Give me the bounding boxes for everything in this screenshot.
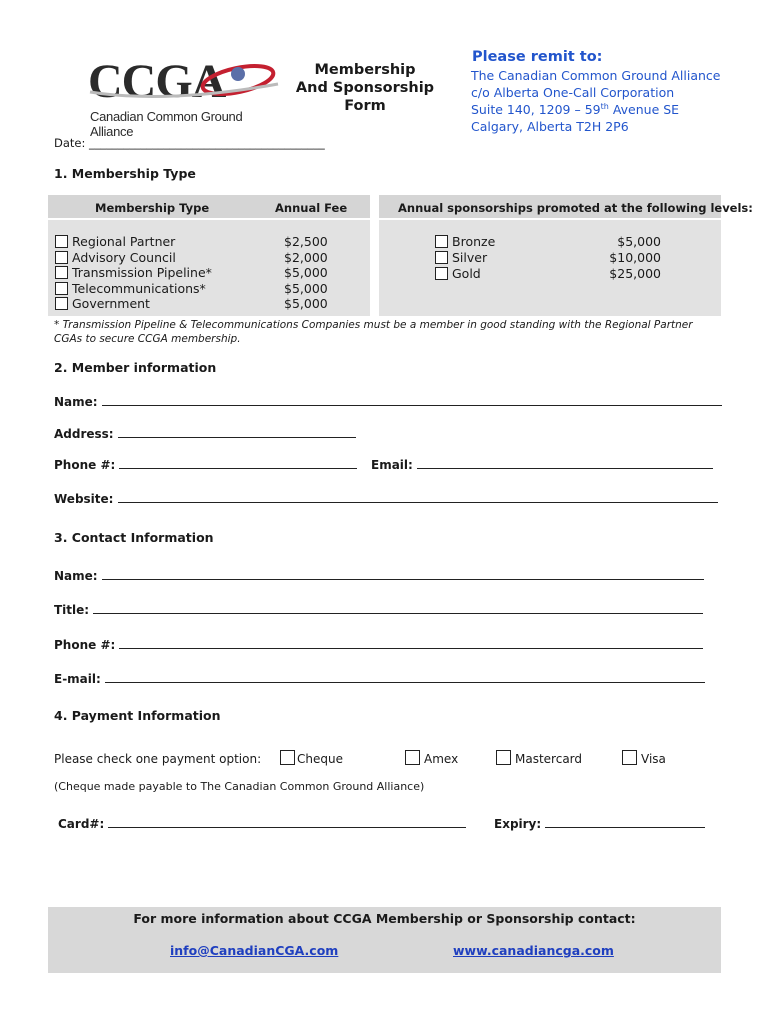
sponsorship-amount: $5,000 [617,234,661,249]
checkbox[interactable] [55,282,68,295]
member-phone-field[interactable] [54,456,357,472]
sponsorship-options [435,234,661,282]
membership-label: Telecommunications* [72,280,206,296]
fill-line[interactable] [105,670,705,683]
sponsorship-label: Silver [452,250,488,265]
section-contact-info-title: 3. Contact Information [54,530,214,545]
member-address-field[interactable] [54,425,356,441]
card-expiry-field[interactable] [494,815,705,831]
divider [379,218,721,220]
remit-avenue: Avenue SE [608,102,680,117]
field-label: Phone #: [54,458,116,472]
checkbox[interactable] [55,235,68,248]
sponsorship-amount: $10,000 [609,250,661,265]
checkbox[interactable] [622,750,637,765]
footer-email-link[interactable]: info@CanadianCGA.com [170,943,339,958]
section-payment-title: 4. Payment Information [54,708,221,723]
field-label: Title: [54,603,90,617]
membership-label: Government [72,296,150,311]
form-title-line: And Sponsorship [295,80,435,96]
col-annual-fee: Annual Fee [275,201,348,215]
card-number-field[interactable] [58,815,466,831]
payment-prompt: Please check one payment option: [54,752,262,766]
remit-line: c/o Alberta One-Call Corporation [471,85,675,100]
col-membership-type: Membership Type [95,201,210,215]
fill-line[interactable] [119,636,703,649]
contact-email-field[interactable] [54,670,705,686]
membership-fee: $5,000 [284,280,328,296]
remit-address [471,67,721,135]
contact-phone-field[interactable] [54,636,703,652]
payment-option-label: Mastercard [515,752,583,766]
member-email-field[interactable] [371,456,713,472]
date-field[interactable]: Date: _________________________________________ [54,136,325,150]
member-website-field[interactable] [54,490,718,506]
fill-line[interactable] [93,601,703,614]
membership-fee: $2,000 [284,249,328,265]
checkbox[interactable] [55,266,68,279]
fill-line[interactable] [102,567,704,580]
footer-text: For more information about CCGA Membership or Sponsorship contact: [133,911,636,926]
membership-fee: $5,000 [284,265,328,280]
field-label: Email: [371,458,413,472]
payment-option-label: Amex [424,752,459,766]
fill-line[interactable] [545,815,705,828]
logo-tagline: Canadian Common Ground Alliance [90,109,243,139]
membership-fee: $5,000 [284,296,328,311]
membership-label: Transmission Pipeline* [72,265,212,280]
divider [48,218,370,220]
checkbox[interactable] [435,235,448,248]
sponsorship-label: Gold [452,266,481,281]
logo-swoosh-icon [88,55,288,108]
sponsorship-option[interactable] [435,250,661,266]
checkbox[interactable] [55,251,68,264]
contact-name-field[interactable] [54,567,704,583]
field-label: Name: [54,395,98,409]
field-label: Phone #: [54,638,116,652]
membership-fee: $2,500 [284,234,328,249]
payment-option-label: Visa [641,752,666,766]
sponsorship-label: Bronze [452,234,496,249]
membership-label: Advisory Council [72,249,176,265]
form-title [290,61,440,115]
field-label: Expiry: [494,817,542,831]
membership-label: Regional Partner [72,234,176,249]
checkbox[interactable] [435,267,448,280]
sponsorship-option[interactable] [435,266,661,282]
footer-website-link[interactable]: www.canadiancga.com [453,943,614,958]
fill-line[interactable] [119,456,357,469]
fill-line[interactable] [417,456,713,469]
fill-line[interactable] [102,393,722,406]
fill-line[interactable] [108,815,466,828]
fill-line[interactable] [118,425,356,438]
fill-line[interactable] [118,490,718,503]
ccga-logo [88,55,288,139]
remit-ordinal: th [600,101,609,111]
field-label: Card#: [58,817,105,831]
cheque-note: (Cheque made payable to The Canadian Common Ground Alliance) [54,780,425,793]
sponsorship-amount: $25,000 [609,266,661,281]
remit-line: The Canadian Common Ground Alliance [471,68,721,83]
sponsorship-option[interactable] [435,234,661,250]
checkbox[interactable] [435,251,448,264]
field-label: E-mail: [54,672,101,686]
remit-line: Calgary, Alberta T2H 2P6 [471,119,629,134]
form-title-line: Membership [314,62,416,78]
remit-street: Suite 140, 1209 – 59 [471,102,601,117]
section-member-info-title: 2. Member information [54,360,217,375]
checkbox[interactable] [496,750,511,765]
member-name-field[interactable] [54,393,722,409]
checkbox[interactable] [405,750,420,765]
payment-option-label: Cheque [297,752,343,766]
field-label: Name: [54,569,98,583]
remit-line [471,101,721,118]
section-membership-type-title: 1. Membership Type [54,166,196,181]
checkbox[interactable] [55,297,68,310]
checkbox[interactable] [280,750,295,765]
field-label: Website: [54,492,114,506]
form-title-line: Form [344,98,386,114]
field-label: Address: [54,427,114,441]
membership-note: * Transmission Pipeline & Telecommunications Companies must be a member in good standing with the Regional Partner CGAs to secure CCGA membership. [54,319,693,345]
divider [370,195,379,316]
col-sponsorship-levels: Annual sponsorships promoted at the following levels: [398,201,753,215]
contact-title-field[interactable] [54,601,703,617]
logo-wordmark: CCGA [88,55,226,108]
remit-heading: Please remit to: [472,49,603,65]
